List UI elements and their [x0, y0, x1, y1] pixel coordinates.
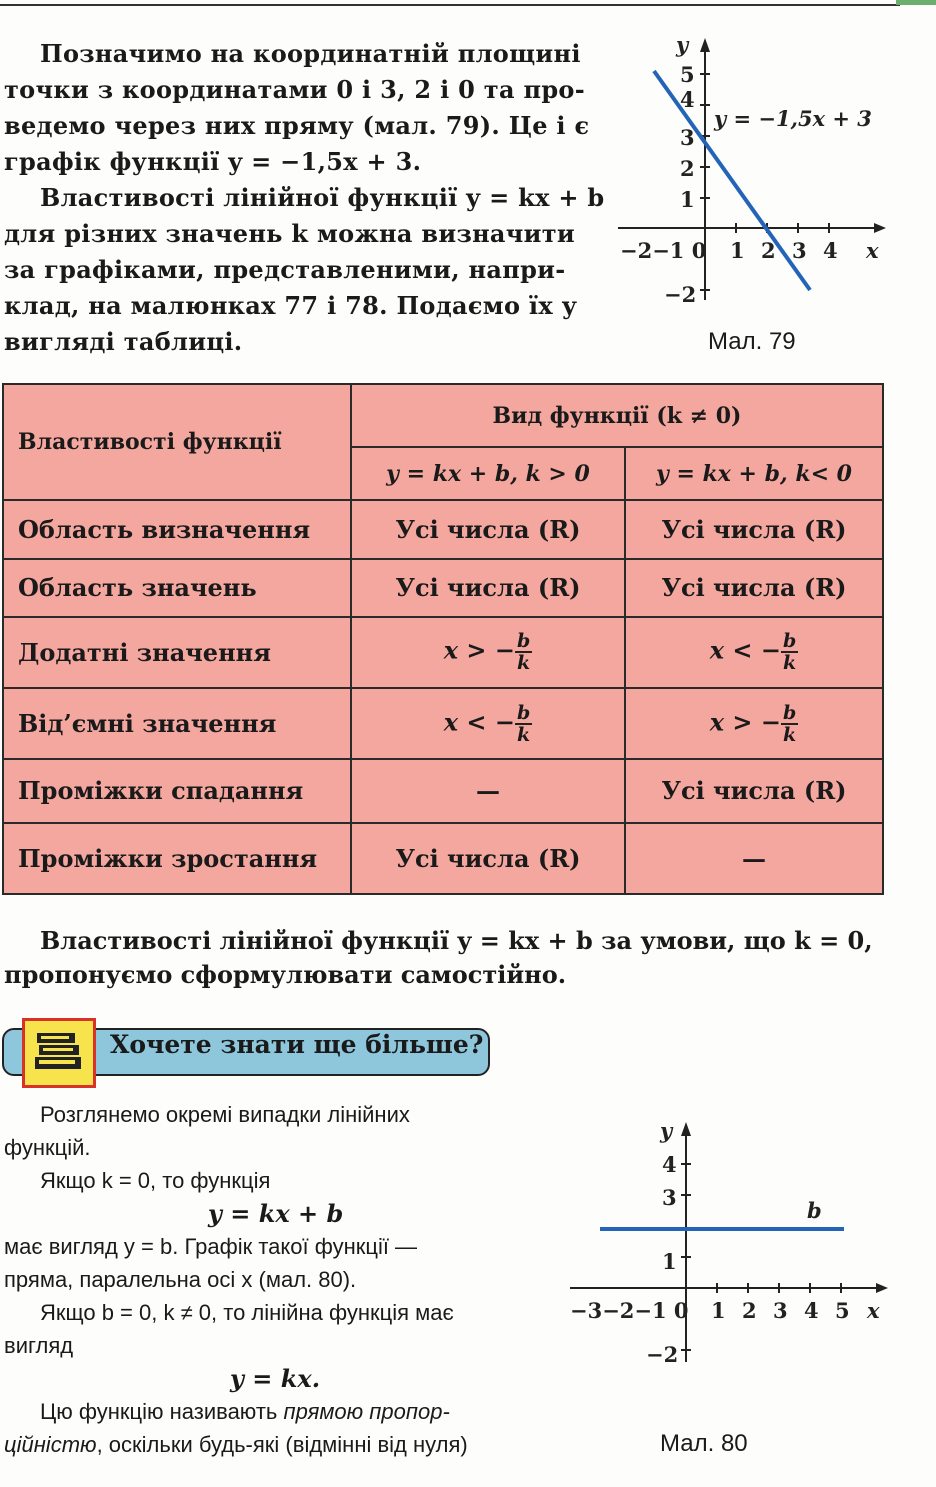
tick-label: 5	[835, 1298, 850, 1323]
figure-80-graph	[562, 1112, 902, 1372]
tick-label: 4	[662, 1152, 677, 1177]
cell-k-negative: Усі числа (R)	[625, 500, 883, 559]
y-axis-arrow	[700, 38, 710, 52]
intro-line: ведемо через них пряму (мал. 79). Це і є	[4, 111, 590, 140]
figure-79-graph	[610, 30, 900, 310]
after-line: Властивості лінійної функції y = kx + b за умови, що k = 0,	[40, 926, 873, 955]
table-row	[3, 500, 883, 559]
header-k-negative: y = kx + b, k< 0	[625, 447, 883, 500]
text-line: вигляд	[4, 1333, 74, 1358]
top-rule	[0, 4, 900, 6]
tick-label: 3	[680, 125, 695, 150]
intro-line: вигляді таблиці.	[4, 327, 243, 356]
text-line: пряма, паралельна осі x (мал. 80).	[4, 1267, 357, 1292]
table-row	[3, 617, 883, 688]
formula-kx-b: y = kx + b	[208, 1199, 344, 1228]
tick-label: 2	[742, 1298, 757, 1323]
row-label: Проміжки спадання	[3, 759, 351, 822]
tick-label: 3	[773, 1298, 788, 1323]
tick-label: 1	[662, 1249, 677, 1274]
row-label: Від’ємні значення	[3, 688, 351, 759]
figure-80-caption: Мал. 80	[660, 1430, 748, 1457]
tick-label: −2	[646, 1342, 679, 1367]
tick-label: 3	[792, 238, 807, 263]
x-axis-arrow	[876, 1283, 888, 1293]
more-paragraph	[4, 1098, 554, 1461]
header-k-positive: y = kx + b, k > 0	[351, 447, 625, 500]
cell-k-positive: —	[351, 759, 625, 822]
tick-label: 2	[761, 238, 776, 263]
header-properties: Властивості функції	[3, 384, 351, 500]
figure-79-caption: Мал. 79	[708, 328, 796, 355]
row-label: Проміжки зростання	[3, 823, 351, 894]
table-row	[3, 688, 883, 759]
cell-k-positive: x > − $\frac{b}{k}$	[351, 617, 625, 688]
y-axis-label: y	[676, 32, 689, 57]
row-label: Область значень	[3, 559, 351, 616]
x-axis-label: x	[866, 238, 879, 263]
cell-k-negative: x < − $\frac{b}{k}$	[625, 617, 883, 688]
intro-line: клад, на малюнках 77 і 78. Подаємо їх у	[4, 291, 578, 320]
origin-label: −3−2−1 0	[570, 1298, 689, 1323]
tick-label: −2	[664, 282, 697, 307]
tick-label: 4	[823, 238, 838, 263]
after-table-paragraph	[4, 924, 904, 992]
cell-k-positive: Усі числа (R)	[351, 500, 625, 559]
header-function-kind: Вид функції (k ≠ 0)	[351, 384, 883, 447]
tick-label: 5	[680, 62, 695, 87]
text-line: ційністю, оскільки будь-які (відмінні від нуля)	[4, 1432, 468, 1457]
text-line: Якщо k = 0, то функція	[40, 1168, 271, 1193]
intro-line: Властивості лінійної функції y = kx + b	[40, 183, 605, 212]
text-line: має вигляд y = b. Графік такої функції —	[4, 1234, 418, 1259]
y-axis-arrow	[681, 1122, 691, 1136]
tick-label: 4	[804, 1298, 819, 1323]
cell-k-negative: Усі числа (R)	[625, 559, 883, 616]
intro-paragraph	[4, 36, 605, 360]
x-axis-label: x	[867, 1298, 880, 1323]
cell-k-positive: Усі числа (R)	[351, 559, 625, 616]
table-row	[3, 559, 883, 616]
text-line: Розглянемо окремі випадки лінійних	[40, 1102, 410, 1127]
x-axis-arrow	[874, 223, 886, 233]
origin-label: −2−1 0	[620, 238, 707, 263]
tick-label: 3	[662, 1185, 677, 1210]
formula-kx: y = kx.	[230, 1364, 321, 1393]
cell-k-negative: —	[625, 823, 883, 894]
table-row	[3, 759, 883, 822]
intro-line: точки з координатами 0 і 3, 2 і 0 та про-	[4, 75, 585, 104]
tick-label: 1	[680, 187, 695, 212]
row-label: Додатні значення	[3, 617, 351, 688]
intro-line: Позначимо на координатній площині	[40, 39, 581, 68]
line-label: b	[807, 1198, 822, 1223]
cell-k-negative: x > − $\frac{b}{k}$	[625, 688, 883, 759]
intro-line: для різних значень k можна визначити	[4, 219, 576, 248]
properties-table	[2, 383, 884, 895]
text-line: Якщо b = 0, k ≠ 0, то лінійна функція має	[40, 1300, 454, 1325]
intro-line: за графіками, представленими, напри-	[4, 255, 566, 284]
cell-k-positive: x < − $\frac{b}{k}$	[351, 688, 625, 759]
tick-label: 2	[680, 156, 695, 181]
y-axis-label: y	[660, 1118, 673, 1143]
books-icon	[22, 1018, 96, 1088]
intro-line: графік функції y = −1,5x + 3.	[4, 147, 422, 176]
line-label: y = −1,5x + 3	[714, 106, 872, 131]
tick-label: 1	[730, 238, 745, 263]
after-line: пропонуємо сформулювати самостійно.	[4, 960, 567, 989]
top-accent	[896, 0, 936, 5]
banner-title: Хочете знати ще більше?	[110, 1030, 484, 1059]
text-line: функцій.	[4, 1135, 91, 1160]
tick-label: 4	[680, 87, 695, 112]
cell-k-positive: Усі числа (R)	[351, 823, 625, 894]
table-row	[3, 823, 883, 894]
text-line: Цю функцію називають прямою пропор-	[40, 1399, 450, 1424]
cell-k-negative: Усі числа (R)	[625, 759, 883, 822]
row-label: Область визначення	[3, 500, 351, 559]
tick-label: 1	[711, 1298, 726, 1323]
